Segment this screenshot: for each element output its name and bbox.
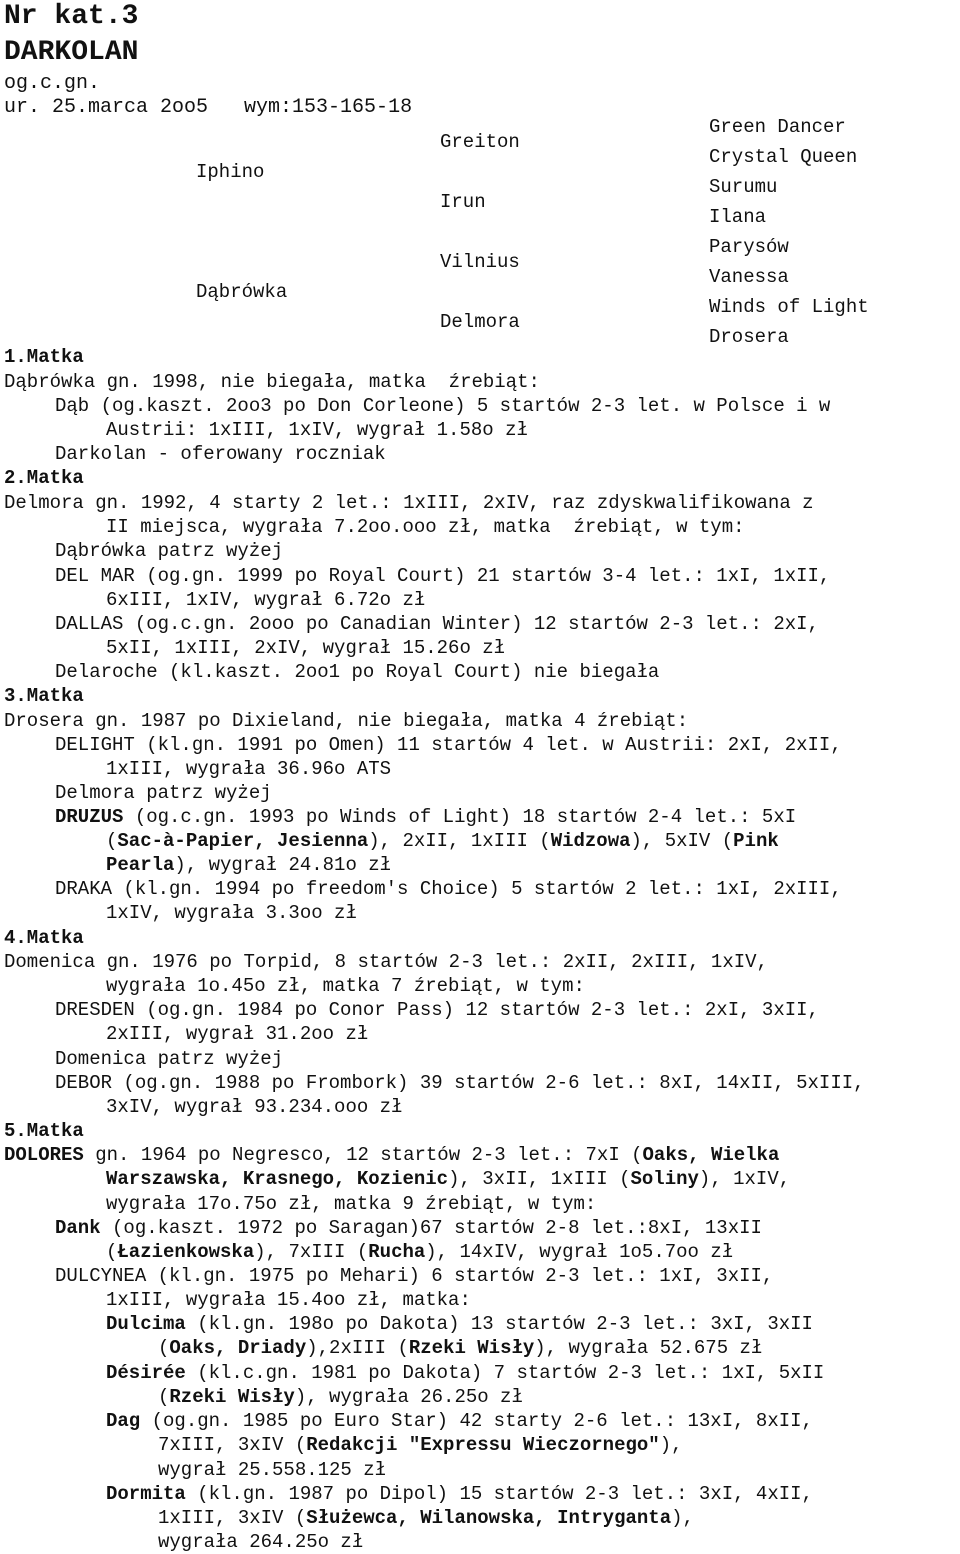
matka1-line: Austrii: 1xIII, 1xIV, wygrał 1.58o zł: [106, 419, 528, 441]
race-names: Widzowa: [550, 830, 631, 852]
race-names: Warszawska, Krasnego, Kozienic: [106, 1168, 449, 1190]
race-names: Sac-à-Papier, Jesienna: [117, 830, 369, 852]
matka4-line: wygrała 1o.45o zł, matka 7 źrebiąt, w tym:: [106, 975, 585, 997]
text: (kl.gn. 198o po Dakota) 13 startów 2-3 let.: 3xI, 3xII: [185, 1313, 813, 1335]
matka5-line: [55, 1216, 762, 1240]
offspring-name: DRUZUS: [55, 806, 124, 828]
race-names: Oaks, Driady: [169, 1337, 307, 1359]
text: ), 1xIV,: [698, 1168, 791, 1190]
text: ), wygrała 52.675 zł: [534, 1337, 763, 1359]
matka2-line: DALLAS (og.c.gn. 2ooo po Canadian Winter) 12 startów 2-3 let.: 2xI,: [55, 613, 819, 635]
pedigree-g3-7: Winds of Light: [709, 296, 869, 318]
text: (: [106, 830, 118, 852]
section-heading-matka2: 2.Matka: [4, 467, 84, 489]
race-names: Rzeki Wisły: [169, 1386, 295, 1408]
text: (og.kaszt. 1972 po Saragan)67 startów 2-8 let.:8xI, 13xII: [100, 1217, 762, 1239]
race-names: Pink: [733, 830, 779, 852]
pedigree-g3-6: Vanessa: [709, 266, 789, 288]
text: ),2xIII (: [306, 1337, 409, 1359]
matka3-line: DELIGHT (kl.gn. 1991 po Omen) 11 startów 4 let. w Austrii: 2xI, 2xII,: [55, 734, 842, 756]
matka3-line: [106, 853, 391, 877]
matka5-line: [106, 1167, 790, 1191]
matka2-line: 6xIII, 1xIV, wygrał 6.72o zł: [106, 589, 426, 611]
text: (: [158, 1386, 170, 1408]
section-heading-matka5: 5.Matka: [4, 1120, 84, 1142]
text: ), 3xII, 1xIII (: [448, 1168, 631, 1190]
matka5-line: DULCYNEA (kl.gn. 1975 po Mehari) 6 startów 2-3 let.: 1xI, 3xII,: [55, 1265, 774, 1287]
birth-measurements: ur. 25.marca 2oo5 wym:153-165-18: [4, 96, 413, 119]
matka2-line: DEL MAR (og.gn. 1999 po Royal Court) 21 startów 3-4 let.: 1xI, 1xII,: [55, 565, 831, 587]
text: ),: [671, 1507, 694, 1529]
matka5-line: [106, 1240, 733, 1264]
matka2-line: 5xII, 1xIII, 2xIV, wygrał 15.26o zł: [106, 637, 506, 659]
matka3-line: [106, 829, 779, 853]
matka3-line: 1xIII, wygrała 36.96o ATS: [106, 758, 392, 780]
pedigree-g2-3: Vilnius: [440, 251, 520, 273]
pedigree-g3-4: Ilana: [709, 206, 767, 228]
matka5-line: wygrała 264.25o zł: [158, 1531, 364, 1553]
text: (: [106, 1241, 118, 1263]
race-names: Łazienkowska: [117, 1241, 255, 1263]
race-names: Redakcji "Expressu Wieczornego": [306, 1434, 660, 1456]
matka5-line: [158, 1433, 683, 1457]
text: ), 7xIII (: [254, 1241, 369, 1263]
matka5-line: 1xIII, wygrała 15.4oo zł, matka:: [106, 1289, 471, 1311]
text: ),: [659, 1434, 683, 1456]
matka4-line: Domenica gn. 1976 po Torpid, 8 startów 2-3 let.: 2xII, 2xIII, 1xIV,: [4, 951, 768, 973]
pedigree-g3-2: Crystal Queen: [709, 146, 858, 168]
race-names: Soliny: [630, 1168, 699, 1190]
section-heading-matka1: 1.Matka: [4, 346, 84, 368]
text: (og.gn. 1985 po Euro Star) 42 starty 2-6 let.: 13xI, 8xII,: [140, 1410, 813, 1432]
matka4-line: 3xIV, wygrał 93.234.ooo zł: [106, 1096, 403, 1118]
matka2-line: Delaroche (kl.kaszt. 2oo1 po Royal Court) nie biegała: [55, 661, 660, 683]
offspring-name: Dag: [106, 1410, 141, 1432]
matka5-line: [106, 1482, 813, 1506]
pedigree-g3-8: Drosera: [709, 326, 789, 348]
race-names: Oaks, Wielka: [642, 1144, 780, 1166]
horse-name: DARKOLAN: [4, 37, 139, 68]
pedigree-g3-1: Green Dancer: [709, 116, 846, 138]
matka1-line: Dąb (og.kaszt. 2oo3 po Don Corleone) 5 startów 2-3 let. w Polsce i w: [55, 395, 831, 417]
pedigree-dam: Dąbrówka: [196, 281, 288, 303]
matka1-line: Darkolan - oferowany roczniak: [55, 443, 386, 465]
matka5-line: [106, 1409, 813, 1433]
race-names: Służewca, Wilanowska, Intryganta: [306, 1507, 672, 1529]
text: (og.c.gn. 1993 po Winds of Light) 18 startów 2-4 let.: 5xI: [123, 806, 797, 828]
matka5-line: [158, 1385, 523, 1409]
catalog-number: Nr kat.3: [4, 1, 139, 32]
matka3-line: 1xIV, wygrała 3.3oo zł: [106, 902, 357, 924]
horse-color-sex: og.c.gn.: [4, 72, 101, 95]
text: 1xIII, 3xIV (: [158, 1507, 307, 1529]
matka5-line: [4, 1143, 779, 1167]
dam-name: DOLORES: [4, 1144, 84, 1166]
offspring-name: Désirée: [106, 1362, 186, 1384]
section-heading-matka3: 3.Matka: [4, 685, 84, 707]
pedigree-g2-1: Greiton: [440, 131, 520, 153]
matka5-line: wygrała 17o.75o zł, matka 9 źrebiąt, w tym:: [106, 1193, 597, 1215]
matka2-line: II miejsca, wygrała 7.2oo.ooo zł, matka źrebiąt, w tym:: [106, 516, 745, 538]
pedigree-sire: Iphino: [196, 161, 265, 183]
matka4-line: DRESDEN (og.gn. 1984 po Conor Pass) 12 startów 2-3 let.: 2xI, 3xII,: [55, 999, 819, 1021]
matka3-line: Drosera gn. 1987 po Dixieland, nie biegała, matka 4 źrebiąt:: [4, 710, 689, 732]
text: ), wygrała 26.25o zł: [294, 1386, 523, 1408]
matka5-line: [106, 1361, 824, 1385]
matka3-line: DRAKA (kl.gn. 1994 po freedom's Choice) 5 startów 2 let.: 1xI, 2xIII,: [55, 878, 842, 900]
text: (: [158, 1337, 170, 1359]
matka4-line: Domenica patrz wyżej: [55, 1048, 284, 1070]
text: 7xIII, 3xIV (: [158, 1434, 307, 1456]
offspring-name: Dormita: [106, 1483, 186, 1505]
matka5-line: [106, 1312, 813, 1336]
text: gn. 1964 po Negresco, 12 startów 2-3 let.: 7xI (: [83, 1144, 643, 1166]
matka5-line: [158, 1506, 694, 1530]
offspring-name: Dulcima: [106, 1313, 186, 1335]
race-names: Rucha: [368, 1241, 426, 1263]
pedigree-g3-5: Parysów: [709, 236, 789, 258]
text: ), 5xIV (: [630, 830, 734, 852]
text: ), 14xIV, wygrał 1o5.7oo zł: [425, 1241, 734, 1263]
matka4-line: DEBOR (og.gn. 1988 po Frombork) 39 startów 2-6 let.: 8xI, 14xII, 5xIII,: [55, 1072, 865, 1094]
matka1-line: Dąbrówka gn. 1998, nie biegała, matka źrebiąt:: [4, 371, 540, 393]
matka2-line: Delmora gn. 1992, 4 starty 2 let.: 1xIII, 2xIV, raz zdyskwalifikowana z: [4, 492, 814, 514]
matka5-line: [158, 1336, 762, 1360]
text: ), 2xII, 1xIII (: [368, 830, 551, 852]
offspring-name: Dank: [55, 1217, 101, 1239]
matka4-line: 2xIII, wygrał 31.2oo zł: [106, 1023, 369, 1045]
text: (kl.gn. 1987 po Dipol) 15 startów 2-3 let.: 3xI, 4xII,: [185, 1483, 813, 1505]
pedigree-g2-2: Irun: [440, 191, 486, 213]
matka3-line: [55, 805, 796, 829]
matka2-line: Dąbrówka patrz wyżej: [55, 540, 284, 562]
race-names: Pearla: [106, 854, 175, 876]
matka3-line: Delmora patrz wyżej: [55, 782, 272, 804]
matka5-line: wygrał 25.558.125 zł: [158, 1459, 387, 1481]
pedigree-g3-3: Surumu: [709, 176, 778, 198]
race-names: Rzeki Wisły: [408, 1337, 535, 1359]
text: (kl.c.gn. 1981 po Dakota) 7 startów 2-3 let.: 1xI, 5xII: [185, 1362, 825, 1384]
section-heading-matka4: 4.Matka: [4, 927, 84, 949]
text: ), wygrał 24.81o zł: [174, 854, 392, 876]
pedigree-g2-4: Delmora: [440, 311, 520, 333]
